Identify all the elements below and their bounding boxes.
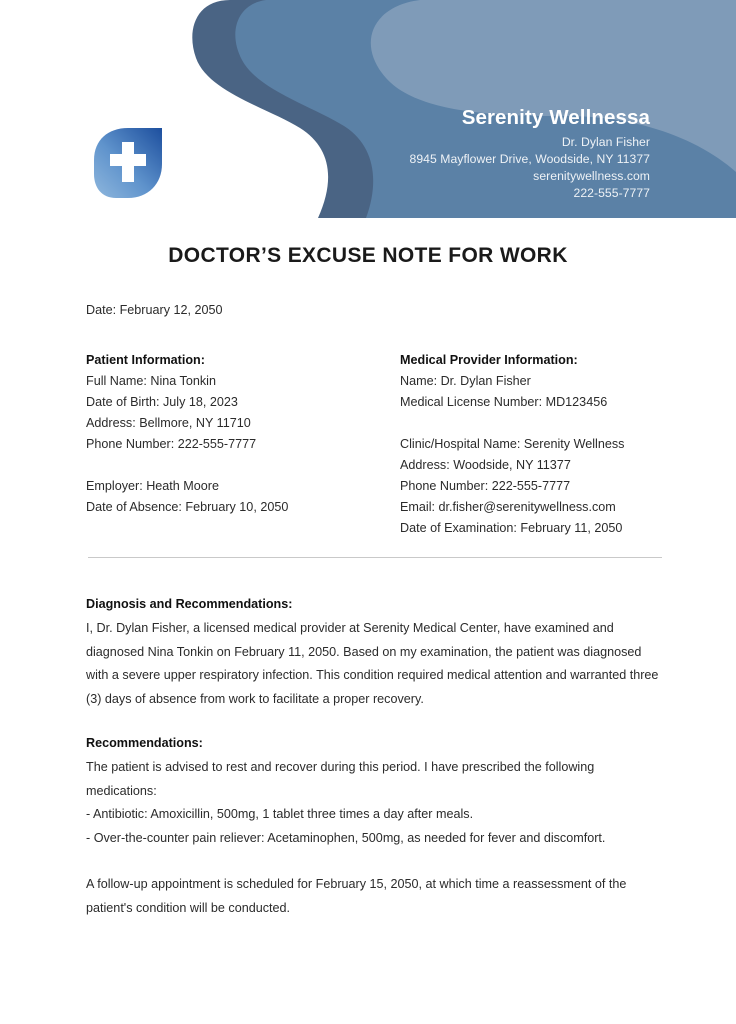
provider-phone-number: Phone Number: 222-555-7777 — [400, 479, 571, 493]
provider-address: Address: Woodside, NY 11377 — [400, 458, 571, 472]
patient-column-spacer — [86, 455, 400, 476]
recommendations-heading: Recommendations: — [86, 736, 203, 750]
section-divider — [88, 557, 662, 558]
provider-clinic-name: Clinic/Hospital Name: Serenity Wellness — [400, 437, 625, 451]
patient-full-name: Full Name: Nina Tonkin — [86, 374, 216, 388]
narrative-spacer-one — [86, 711, 662, 733]
patient-information-column — [86, 350, 400, 539]
letterhead-address: 8945 Mayflower Drive, Woodside, NY 11377 — [409, 151, 650, 166]
patient-date-of-birth: Date of Birth: July 18, 2023 — [86, 395, 238, 409]
narrative-spacer-two — [86, 850, 662, 873]
letterhead-website: serenitywellness.com — [533, 168, 650, 183]
provider-information-heading: Medical Provider Information: — [400, 353, 578, 367]
patient-address: Address: Bellmore, NY 11710 — [86, 416, 251, 430]
patient-date-of-absence: Date of Absence: February 10, 2050 — [86, 500, 289, 514]
provider-column-spacer — [400, 413, 664, 434]
diagnosis-heading: Diagnosis and Recommendations: — [86, 597, 293, 611]
letterhead-phone: 222-555-7777 — [573, 186, 650, 201]
recommendation-pain-reliever: - Over-the-counter pain reliever: Acetaminophen, 500mg, as needed for fever and discomfort. — [86, 830, 606, 845]
provider-information-column — [400, 350, 664, 539]
information-columns — [86, 350, 664, 539]
patient-employer: Employer: Heath Moore — [86, 479, 219, 493]
narrative-section — [86, 594, 662, 920]
document-title: DOCTOR’S EXCUSE NOTE FOR WORK — [168, 244, 568, 267]
patient-information-heading: Patient Information: — [86, 353, 205, 367]
diagnosis-body: I, Dr. Dylan Fisher, a licensed medical provider at Serenity Medical Center, have examined and diagnosed Nina Tonkin on February 11, 2050. Based on my examination, the patient was diagnosed with a severe upper respiratory infection. This condition required medical attention and warranted three (3) days of absence from work to facilitate a proper recovery. — [86, 621, 659, 706]
clinic-logo-icon — [88, 122, 168, 202]
provider-email: Email: dr.fisher@serenitywellness.com — [400, 500, 616, 514]
recommendations-intro: The patient is advised to rest and recover during this period. I have prescribed the following medications: — [86, 760, 595, 798]
recommendation-antibiotic: - Antibiotic: Amoxicillin, 500mg, 1 tablet three times a day after meals. — [86, 807, 474, 821]
letterhead-doctor-name: Dr. Dylan Fisher — [561, 134, 650, 149]
provider-name: Name: Dr. Dylan Fisher — [400, 374, 531, 388]
provider-license-number: Medical License Number: MD123456 — [400, 395, 608, 409]
patient-phone-number: Phone Number: 222-555-7777 — [86, 437, 257, 451]
clinic-contact-block — [410, 108, 650, 199]
document-info-section — [86, 300, 664, 539]
provider-date-of-examination: Date of Examination: February 11, 2050 — [400, 521, 623, 535]
clinic-name: Serenity Wellnessa — [461, 106, 650, 129]
follow-up-body: A follow-up appointment is scheduled for February 15, 2050, at which time a reassessment of the patient's condition will be conducted. — [86, 877, 627, 915]
letterhead-banner — [0, 0, 736, 230]
document-date: Date: February 12, 2050 — [86, 303, 223, 317]
